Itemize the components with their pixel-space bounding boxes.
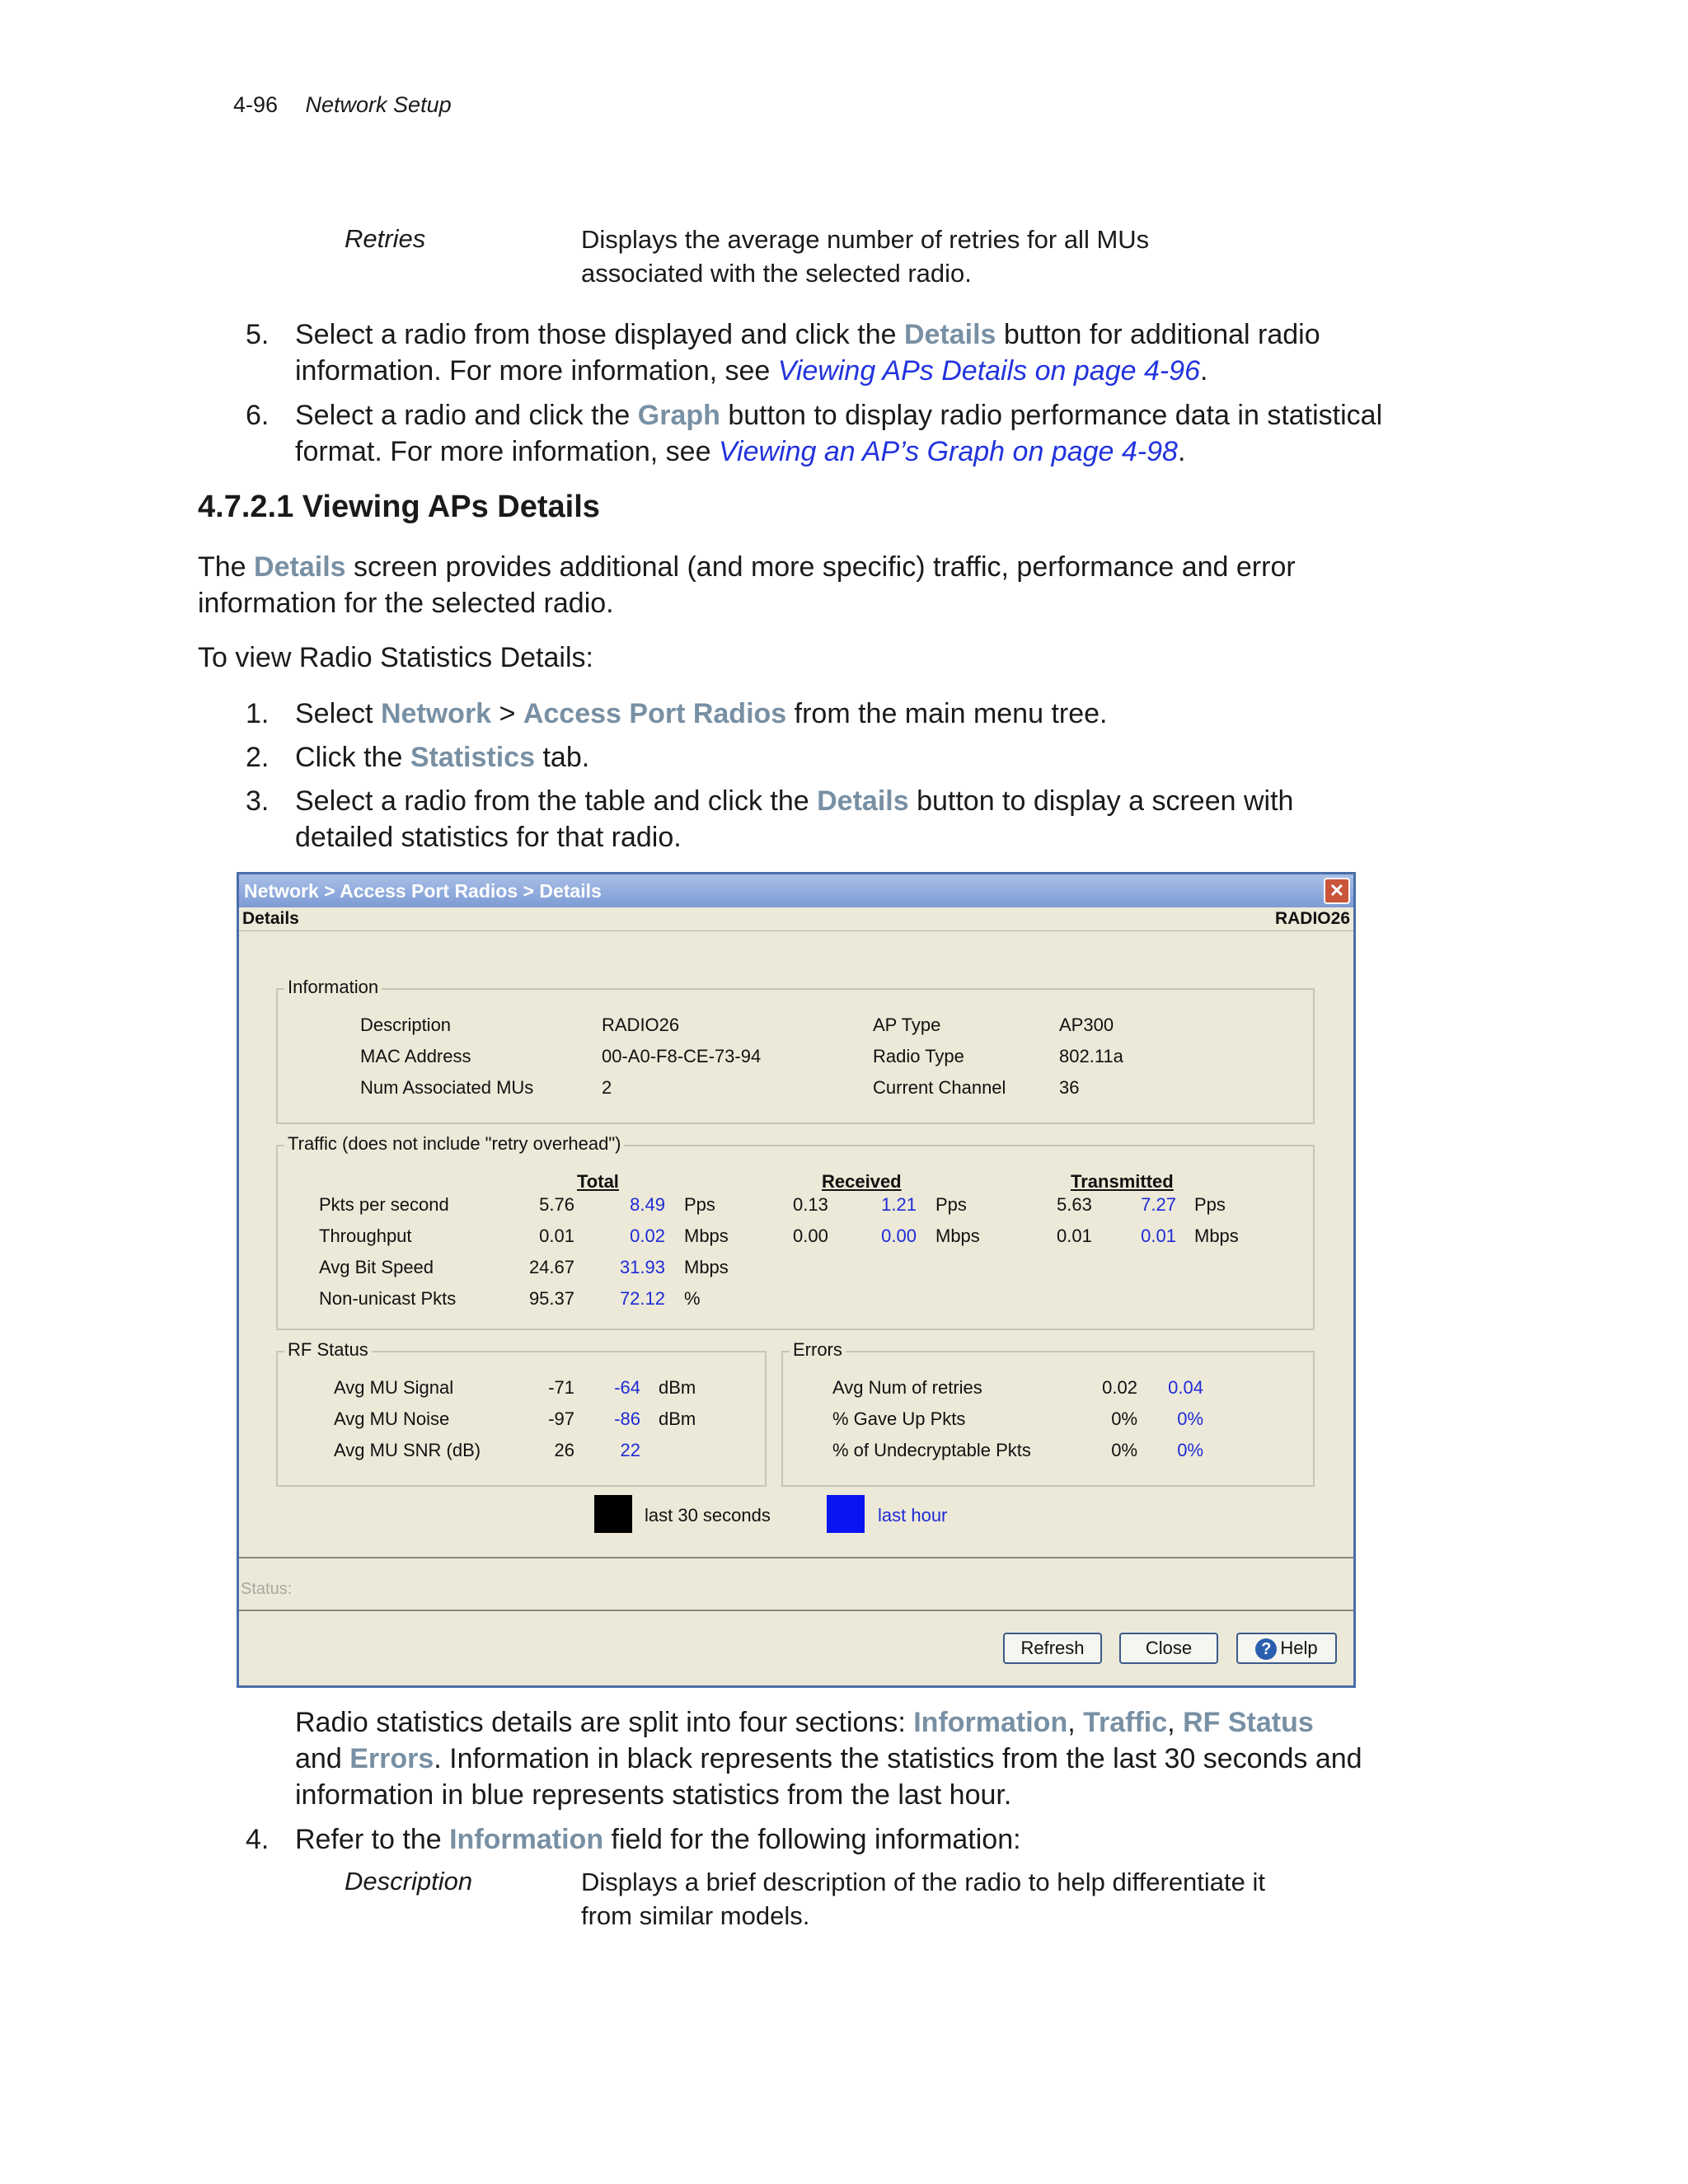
- step-2: [246, 739, 1391, 776]
- error-label: Avg Num of retries: [832, 1377, 982, 1398]
- help-icon: ?: [1255, 1638, 1277, 1660]
- error-hour: 0%: [1177, 1408, 1203, 1429]
- after-part: ,: [1067, 1707, 1084, 1738]
- details-keyword: Details: [254, 551, 346, 583]
- radio-id-label: RADIO26: [1274, 909, 1350, 928]
- step-number: 2.: [246, 742, 270, 773]
- def-term-description: Description: [345, 1867, 473, 1896]
- total-30s: 95.37: [528, 1288, 574, 1309]
- steps-a: [246, 316, 1391, 470]
- transmitted-unit: Pps: [1194, 1194, 1226, 1215]
- total-unit: Pps: [684, 1194, 715, 1215]
- rf-unit: dBm: [659, 1377, 696, 1398]
- status-label: Status:: [241, 1580, 293, 1598]
- close-button[interactable]: Close: [1119, 1633, 1218, 1664]
- info-label: AP Type: [873, 1015, 941, 1035]
- errors-group: [781, 1339, 1315, 1487]
- def-desc-description: Displays a brief description of the radio to help differentiate it from similar models.: [581, 1868, 1266, 1930]
- step-text-part: Select: [295, 698, 381, 729]
- rf-hour: -86: [614, 1408, 640, 1429]
- step-text: [295, 696, 1391, 732]
- traffic-legend: Traffic (does not include "retry overhead"): [284, 1133, 624, 1155]
- transmitted-hour: 7.27: [1141, 1194, 1176, 1215]
- step-number: 3.: [246, 785, 270, 817]
- step-text-part: button to display radio performance data in statistical format. For more information, see: [295, 400, 1383, 467]
- step-number: 5.: [246, 319, 270, 350]
- information-group: [276, 977, 1315, 1124]
- received-hour: 0.00: [881, 1226, 917, 1246]
- step-number: 1.: [246, 698, 270, 729]
- step-text: [295, 739, 1391, 776]
- information-keyword: Information: [913, 1707, 1068, 1738]
- info-value: 2: [602, 1077, 612, 1098]
- last-hour-label: last hour: [878, 1505, 948, 1526]
- rf-status-legend: RF Status: [284, 1339, 372, 1361]
- transmitted-header: Transmitted: [1071, 1171, 1174, 1192]
- rf-hour: -64: [614, 1377, 640, 1398]
- to-view-line: To view Radio Statistics Details:: [198, 642, 593, 673]
- last-30-seconds-swatch: [594, 1495, 632, 1533]
- dialog-subbar: [239, 907, 1353, 931]
- after-part: Radio statistics details are split into four sections:: [295, 1707, 914, 1738]
- rf-label: Avg MU Noise: [334, 1408, 450, 1429]
- info-label: MAC Address: [360, 1046, 471, 1066]
- step-text-part: button for additional radio information. For more information, see: [295, 319, 1320, 387]
- traffic-label: Avg Bit Speed: [319, 1257, 434, 1277]
- traffic-group: [276, 1133, 1315, 1330]
- error-hour: 0%: [1177, 1440, 1203, 1460]
- step-number: 6.: [246, 400, 270, 431]
- dialog-title: Network > Access Port Radios > Details: [244, 880, 602, 902]
- errors-keyword: Errors: [349, 1743, 434, 1774]
- step-text-part: .: [1177, 436, 1186, 467]
- total-hour: 0.02: [630, 1226, 665, 1246]
- page-header: [233, 92, 452, 118]
- help-label: Help: [1280, 1638, 1318, 1658]
- step-text-part: Refer to the: [295, 1824, 450, 1855]
- last-hour-swatch: [827, 1495, 865, 1533]
- step-text-part: tab.: [535, 742, 590, 773]
- rf-status-keyword: RF Status: [1183, 1707, 1314, 1738]
- total-30s: 24.67: [528, 1257, 574, 1277]
- section-heading: 4.7.2.1 Viewing APs Details: [198, 490, 600, 524]
- link-viewing-aps-details[interactable]: Viewing APs Details on page 4-96: [777, 355, 1201, 387]
- transmitted-30s: 5.63: [1057, 1194, 1092, 1215]
- help-button[interactable]: [1236, 1633, 1337, 1664]
- information-keyword: Information: [449, 1824, 604, 1855]
- step-number: 4.: [246, 1824, 270, 1855]
- after-part: and: [295, 1743, 350, 1774]
- graph-keyword: Graph: [637, 400, 720, 431]
- rf-label: Avg MU SNR (dB): [334, 1440, 481, 1460]
- total-30s: 5.76: [539, 1194, 574, 1215]
- info-label: Description: [360, 1015, 452, 1035]
- last-30-seconds-label: last 30 seconds: [645, 1505, 771, 1526]
- total-unit: Mbps: [684, 1226, 729, 1246]
- page-number: 4-96: [233, 92, 279, 117]
- after-part: . Information in black represents the statistics from the last 30 seconds and information in blue represents statistics from the last hour.: [295, 1743, 1362, 1811]
- intro-part: The: [198, 551, 255, 583]
- total-hour: 72.12: [619, 1288, 665, 1309]
- traffic-label: Pkts per second: [319, 1194, 449, 1215]
- close-icon[interactable]: ✕: [1324, 878, 1350, 904]
- step-5: [246, 316, 1391, 389]
- divider: [239, 1557, 1353, 1558]
- step-text-part: >: [491, 698, 523, 729]
- total-unit: %: [684, 1288, 701, 1309]
- step-text-part: Click the: [295, 742, 410, 773]
- error-hour: 0.04: [1168, 1377, 1203, 1398]
- total-hour: 8.49: [630, 1194, 665, 1215]
- step-3: [246, 783, 1391, 855]
- dialog-titlebar: [239, 874, 1353, 907]
- step-text-part: Select a radio and click the: [295, 400, 638, 431]
- info-value: AP300: [1059, 1015, 1114, 1035]
- info-label: Current Channel: [873, 1077, 1006, 1098]
- traffic-label: Non-unicast Pkts: [319, 1288, 457, 1309]
- error-30s: 0%: [1111, 1408, 1137, 1429]
- info-value: 00-A0-F8-CE-73-94: [602, 1046, 762, 1066]
- error-label: % Gave Up Pkts: [832, 1408, 966, 1429]
- network-keyword: Network: [380, 698, 492, 729]
- transmitted-unit: Mbps: [1194, 1226, 1239, 1246]
- info-value: 802.11a: [1059, 1046, 1123, 1066]
- step-text: [295, 783, 1391, 855]
- received-header: Received: [822, 1171, 902, 1192]
- total-hour: 31.93: [619, 1257, 665, 1277]
- received-30s: 0.00: [793, 1226, 828, 1246]
- traffic-keyword: Traffic: [1083, 1707, 1168, 1738]
- statistics-keyword: Statistics: [410, 742, 536, 773]
- step-text: [295, 1821, 1391, 1858]
- step-6: [246, 397, 1391, 470]
- rf-30s: -97: [548, 1408, 574, 1429]
- received-unit: Pps: [935, 1194, 967, 1215]
- steps-b: [246, 696, 1391, 855]
- rf-30s: -71: [548, 1377, 574, 1398]
- error-30s: 0.02: [1102, 1377, 1137, 1398]
- link-viewing-ap-graph[interactable]: Viewing an AP’s Graph on page 4-98: [718, 436, 1178, 467]
- step-text-part: button to display a screen with detailed statistics for that radio.: [295, 785, 1294, 853]
- step-4: [246, 1821, 1391, 1858]
- rf-hour: 22: [620, 1440, 640, 1460]
- rf-label: Avg MU Signal: [334, 1377, 454, 1398]
- details-keyword: Details: [817, 785, 909, 817]
- def-desc-retries: Displays the average number of retries for all MUs associated with the selected radio.: [581, 225, 1150, 288]
- details-keyword: Details: [903, 319, 996, 350]
- step-text-part: .: [1200, 355, 1208, 387]
- info-label: Num Associated MUs: [360, 1077, 534, 1098]
- details-dialog: [237, 872, 1356, 1688]
- transmitted-hour: 0.01: [1141, 1226, 1176, 1246]
- information-legend: Information: [284, 977, 382, 998]
- total-30s: 0.01: [539, 1226, 574, 1246]
- received-hour: 1.21: [881, 1194, 917, 1215]
- info-value: RADIO26: [602, 1015, 680, 1035]
- after-part: ,: [1167, 1707, 1184, 1738]
- section-title: Network Setup: [305, 92, 452, 117]
- after-paragraph: [295, 1704, 1367, 1813]
- intro-paragraph: [198, 549, 1393, 621]
- total-header: Total: [577, 1171, 619, 1192]
- rf-unit: dBm: [659, 1408, 696, 1429]
- rf-status-group: [276, 1339, 767, 1487]
- step-text-part: field for the following information:: [603, 1824, 1021, 1855]
- received-unit: Mbps: [935, 1226, 980, 1246]
- error-label: % of Undecryptable Pkts: [832, 1440, 1031, 1460]
- step-text: [295, 397, 1391, 470]
- intro-part: screen provides additional (and more specific) traffic, performance and error information for the selected radio.: [198, 551, 1296, 619]
- access-port-radios-keyword: Access Port Radios: [523, 698, 787, 729]
- errors-legend: Errors: [790, 1339, 846, 1361]
- received-30s: 0.13: [793, 1194, 828, 1215]
- info-value: 36: [1059, 1077, 1080, 1098]
- info-label: Radio Type: [873, 1046, 964, 1066]
- def-term-retries: Retries: [345, 224, 426, 253]
- traffic-label: Throughput: [319, 1226, 412, 1246]
- step-text-part: from the main menu tree.: [786, 698, 1108, 729]
- step-text: [295, 316, 1391, 389]
- step-1: [246, 696, 1391, 732]
- details-label: Details: [242, 909, 299, 928]
- refresh-button[interactable]: Refresh: [1003, 1633, 1102, 1664]
- step-text-part: Select a radio from the table and click the: [295, 785, 818, 817]
- total-unit: Mbps: [684, 1257, 729, 1277]
- divider: [239, 1610, 1353, 1611]
- error-30s: 0%: [1111, 1440, 1137, 1460]
- transmitted-30s: 0.01: [1057, 1226, 1092, 1246]
- step-text-part: Select a radio from those displayed and click the: [295, 319, 904, 350]
- rf-30s: 26: [554, 1440, 574, 1460]
